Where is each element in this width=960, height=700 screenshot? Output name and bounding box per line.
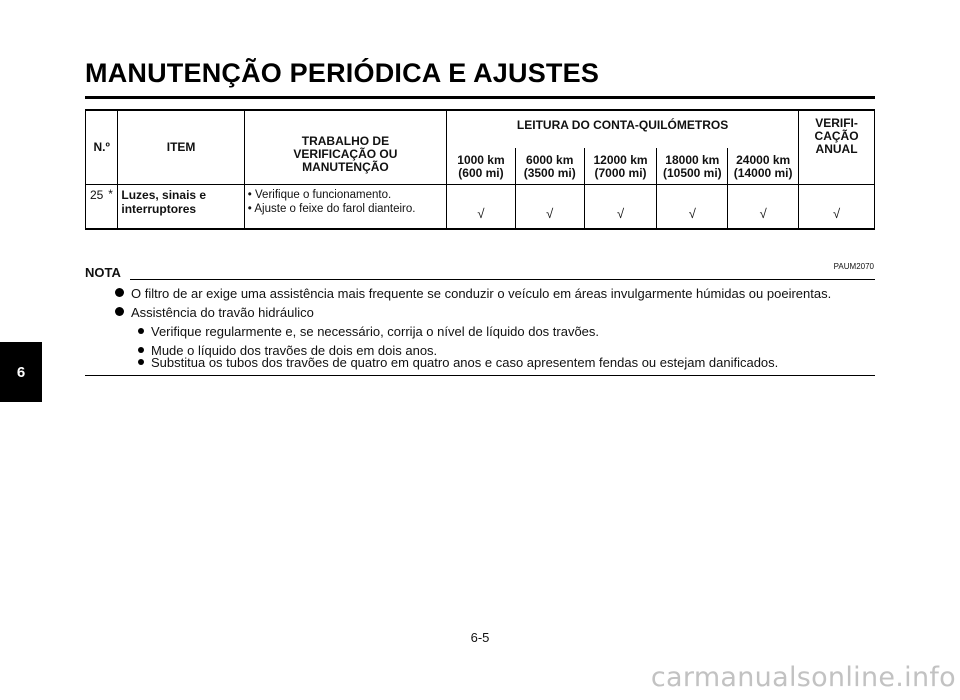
page-number: 6-5 bbox=[470, 630, 490, 645]
row-check-6000km: √ bbox=[515, 184, 584, 229]
bullet-icon bbox=[115, 307, 124, 316]
header-odometer-3 bbox=[584, 148, 657, 184]
row-item bbox=[118, 184, 244, 229]
page-title: MANUTENÇÃO PERIÓDICA E AJUSTES bbox=[85, 58, 600, 88]
bullet-icon bbox=[138, 328, 144, 334]
nota-subitem-text: Substitua os tubos dos travões de quatro em quatro anos e caso apresentem fendas ou estejam danificados. bbox=[151, 355, 779, 370]
row-check-12000km: √ bbox=[584, 184, 657, 229]
bullet-icon bbox=[138, 347, 144, 353]
nota-subitem-text: Verifique regularmente e, se necessário, corrija o nível de líquido dos travões. bbox=[151, 324, 600, 339]
header-odometer-4 bbox=[657, 148, 728, 184]
document-code: PAUM2070 bbox=[833, 262, 874, 271]
odometer-km: 12000 km bbox=[593, 153, 648, 167]
odometer-km: 18000 km bbox=[665, 153, 720, 167]
nota-end-rule bbox=[85, 375, 875, 376]
row-number: 25 bbox=[86, 184, 104, 229]
odometer-mi: (14000 mi) bbox=[733, 166, 793, 180]
maintenance-table bbox=[85, 109, 875, 230]
nota-subitem-text: Mude o líquido dos travões de dois em dois anos. bbox=[151, 343, 438, 358]
table-row bbox=[86, 184, 875, 229]
header-annual-line3: ANUAL bbox=[815, 142, 858, 156]
row-item-line2: interruptores bbox=[121, 201, 197, 216]
nota-subitem bbox=[138, 355, 778, 371]
row-work bbox=[244, 184, 446, 229]
row-check-annual: √ bbox=[799, 184, 875, 229]
header-odometer-5 bbox=[728, 148, 799, 184]
header-item: ITEM bbox=[118, 110, 244, 184]
header-number: N.º bbox=[86, 110, 118, 184]
row-work-line2: • Ajuste o feixe do farol dianteiro. bbox=[247, 202, 416, 215]
odometer-mi: (10500 mi) bbox=[662, 166, 722, 180]
row-check-1000km: √ bbox=[447, 184, 516, 229]
odometer-mi: (600 mi) bbox=[458, 166, 504, 180]
header-annual-line1: VERIFI- bbox=[815, 116, 858, 130]
odometer-km: 24000 km bbox=[736, 153, 791, 167]
nota-item-text: O filtro de ar exige uma assistência mais frequente se conduzir o veículo em áreas invulgarmente húmidas ou poeirentas. bbox=[131, 286, 832, 301]
table-header-row bbox=[86, 110, 875, 148]
row-marker: * bbox=[104, 184, 118, 229]
header-annual-line2: CAÇÃO bbox=[814, 129, 859, 143]
row-item-line1: Luzes, sinais e bbox=[121, 187, 207, 202]
odometer-km: 1000 km bbox=[457, 153, 505, 167]
nota-item-text: Assistência do travão hidráulico bbox=[131, 305, 314, 320]
header-annual bbox=[799, 110, 875, 184]
header-work bbox=[244, 110, 446, 184]
nota-item bbox=[115, 286, 831, 302]
nota-heading: NOTA bbox=[85, 265, 121, 280]
odometer-mi: (3500 mi) bbox=[523, 166, 576, 180]
chapter-tab: 6 bbox=[0, 342, 42, 402]
title-rule bbox=[85, 96, 875, 99]
bullet-icon bbox=[138, 359, 144, 365]
row-check-24000km: √ bbox=[728, 184, 799, 229]
nota-subitem bbox=[138, 324, 599, 340]
row-check-18000km: √ bbox=[657, 184, 728, 229]
odometer-km: 6000 km bbox=[526, 153, 574, 167]
nota-rule bbox=[130, 279, 875, 280]
odometer-mi: (7000 mi) bbox=[594, 166, 647, 180]
watermark: carmanualsonline.info bbox=[650, 662, 956, 693]
header-odometer-1 bbox=[447, 148, 516, 184]
nota-item bbox=[115, 305, 314, 321]
bullet-icon bbox=[115, 288, 124, 297]
row-work-line1: • Verifique o funcionamento. bbox=[247, 188, 392, 201]
header-odometer-2 bbox=[515, 148, 584, 184]
header-work-text: TRABALHO DE VERIFICAÇÃO OU MANUTENÇÃO bbox=[293, 134, 398, 174]
header-odometer-group: LEITURA DO CONTA-QUILÓMETROS bbox=[447, 110, 799, 148]
